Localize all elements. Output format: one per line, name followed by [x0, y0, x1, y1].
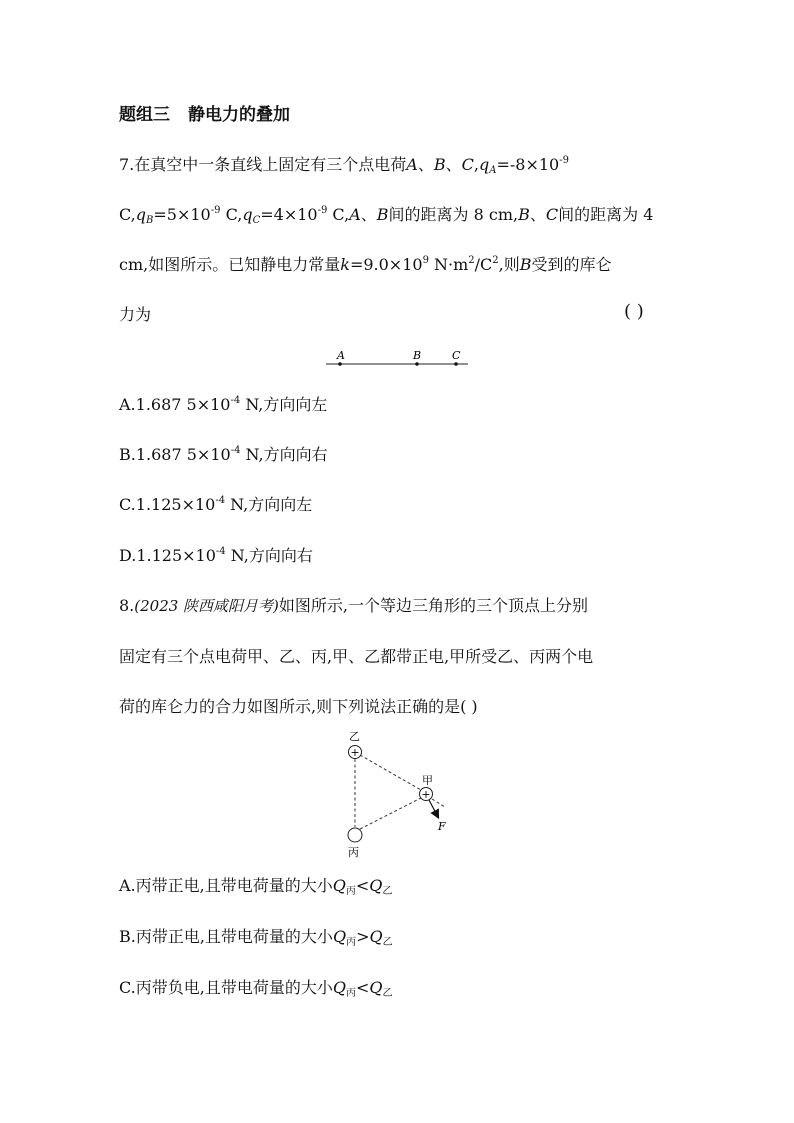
point-b: B	[518, 205, 530, 224]
q-sub: 丙	[345, 886, 356, 897]
plus-icon: +	[421, 788, 431, 801]
sep: 、	[360, 205, 377, 224]
force-arrow	[429, 800, 438, 817]
q7-option-b[interactable]	[119, 445, 328, 465]
q7-line-3	[119, 255, 612, 275]
label-f: F	[438, 820, 446, 833]
q8-line-3	[119, 697, 478, 717]
label-yi: 乙	[349, 730, 360, 743]
k-unit: N·m	[428, 255, 469, 274]
label-c: C	[452, 349, 461, 362]
q-symbol: Q	[332, 927, 347, 946]
comma: ,	[473, 155, 479, 174]
option-rest: N,方向向左	[240, 395, 328, 414]
option-key: A.	[119, 395, 136, 414]
sep: 、	[529, 205, 546, 224]
k-unit-exp: 2	[468, 255, 475, 266]
section-label: 题组三	[119, 105, 170, 125]
option-exp: -4	[230, 445, 241, 456]
label-a: A	[337, 349, 345, 362]
option-exp: -4	[230, 395, 241, 406]
k-unit2-exp: 2	[492, 255, 499, 266]
k-symbol: k	[340, 255, 350, 274]
qa-value: =-8×10	[496, 155, 560, 174]
point-a: A	[349, 205, 361, 224]
q-sub: 丙	[345, 988, 356, 999]
q8-line-2	[119, 647, 593, 667]
qc-value: =4×10	[260, 205, 318, 224]
q7-line-2	[119, 205, 653, 225]
option-rest: N,方向向左	[225, 495, 313, 514]
qc-symbol: q	[242, 205, 253, 224]
sep: 、	[417, 155, 434, 174]
section-text: 静电力的叠加	[188, 105, 290, 125]
edge-bing-jia	[360, 798, 421, 829]
point-c: C	[545, 205, 559, 224]
qb-symbol: q	[135, 205, 147, 224]
distance-ab: 间的距离为 8 cm,	[388, 205, 519, 224]
q-symbol: Q	[369, 876, 383, 895]
q7-line-1	[119, 155, 569, 175]
option-value: 1.125×10	[135, 495, 216, 514]
q-symbol: Q	[369, 978, 383, 997]
extension-line	[432, 799, 445, 807]
q7-option-a[interactable]	[119, 395, 327, 415]
answer-paren: ( )	[624, 301, 644, 322]
option-rest: N,方向向右	[240, 445, 328, 464]
option-key: A.	[119, 876, 136, 895]
q-sub: 乙	[382, 988, 393, 999]
q7-line-4	[119, 305, 151, 325]
option-text: 丙带正电,且带电荷量的大小	[135, 876, 333, 895]
q7-figure	[320, 345, 475, 371]
q-sub: 丙	[346, 937, 357, 948]
q8-text: 荷的库仑力的合力如图所示,则下列说法正确的是( )	[119, 697, 478, 716]
relation: <	[355, 978, 370, 997]
q-sub: 乙	[382, 886, 393, 897]
q-symbol: Q	[332, 876, 346, 895]
option-rest: N,方向向右	[225, 546, 313, 565]
option-key: B.	[119, 445, 136, 464]
q8-text: 如图所示,一个等边三角形的三个顶点上分别	[278, 596, 589, 615]
q8-option-c[interactable]	[119, 978, 393, 998]
q8-option-b[interactable]	[119, 927, 393, 947]
relation: >	[356, 927, 370, 946]
q7-option-d[interactable]	[119, 546, 313, 566]
plus-icon: +	[350, 746, 360, 759]
q-symbol: Q	[332, 978, 346, 997]
qc-exp: -9	[317, 205, 328, 216]
qc-sub: C	[252, 215, 261, 226]
edge-yi-jia	[360, 755, 421, 790]
q8-line-1	[119, 596, 588, 616]
option-value: 1.687 5×10	[135, 395, 231, 414]
option-exp: -4	[215, 546, 226, 557]
unit: C,	[327, 205, 350, 224]
option-key: D.	[119, 546, 137, 565]
k-unit2: /C	[474, 255, 493, 274]
qb-exp: -9	[210, 205, 221, 216]
q8-source: (2023 陕西咸阳月考)	[134, 597, 279, 615]
relation: <	[355, 876, 370, 895]
label-bing: 丙	[348, 846, 359, 859]
sep: 、	[445, 155, 462, 174]
option-value: 1.687 5×10	[135, 445, 231, 464]
q7-text: 受到的库仑	[531, 255, 612, 274]
point-b: B	[433, 155, 446, 174]
q7-intro: 在真空中一条直线上固定有三个点电荷	[134, 155, 407, 174]
option-exp: -4	[215, 495, 226, 506]
point-c-dot	[454, 362, 458, 366]
q7-text: cm,如图所示。已知静电力常量	[119, 255, 341, 274]
label-b: B	[413, 349, 422, 362]
q7-text: ,则	[498, 255, 520, 274]
point-c: C	[461, 155, 474, 174]
q8-option-a[interactable]	[119, 876, 392, 896]
unit: C,	[119, 205, 136, 224]
qa-symbol: q	[478, 155, 490, 174]
q-sub: 乙	[382, 937, 393, 948]
section-title	[119, 105, 290, 125]
option-key: C.	[119, 495, 136, 514]
q7-number: 7.	[119, 155, 135, 174]
point-a-dot	[338, 362, 342, 366]
point-b: B	[519, 255, 532, 274]
point-a: A	[406, 155, 418, 174]
qa-sub: A	[489, 165, 497, 176]
q-symbol: Q	[369, 927, 383, 946]
charge-bing	[348, 828, 362, 842]
q8-text: 固定有三个点电荷甲、乙、丙,甲、乙都带正电,甲所受乙、丙两个电	[119, 647, 594, 666]
unit: C,	[220, 205, 243, 224]
point-b-dot	[415, 362, 419, 366]
distance-bc: 间的距离为 4	[558, 205, 654, 224]
option-key: C.	[119, 978, 136, 997]
qa-exp: -9	[559, 155, 569, 166]
q8-number: 8.	[119, 596, 135, 615]
q8-figure	[335, 728, 455, 860]
k-value: =9.0×10	[349, 255, 423, 274]
point-b: B	[376, 205, 389, 224]
option-key: B.	[119, 927, 136, 946]
k-exp: 9	[422, 255, 429, 266]
qb-value: =5×10	[153, 205, 211, 224]
q7-text: 力为	[119, 305, 152, 324]
qb-sub: B	[146, 215, 154, 226]
option-text: 丙带负电,且带电荷量的大小	[135, 978, 333, 997]
option-value: 1.125×10	[136, 546, 216, 565]
option-text: 丙带正电,且带电荷量的大小	[135, 927, 333, 946]
label-jia: 甲	[422, 774, 433, 787]
q7-option-c[interactable]	[119, 495, 312, 515]
